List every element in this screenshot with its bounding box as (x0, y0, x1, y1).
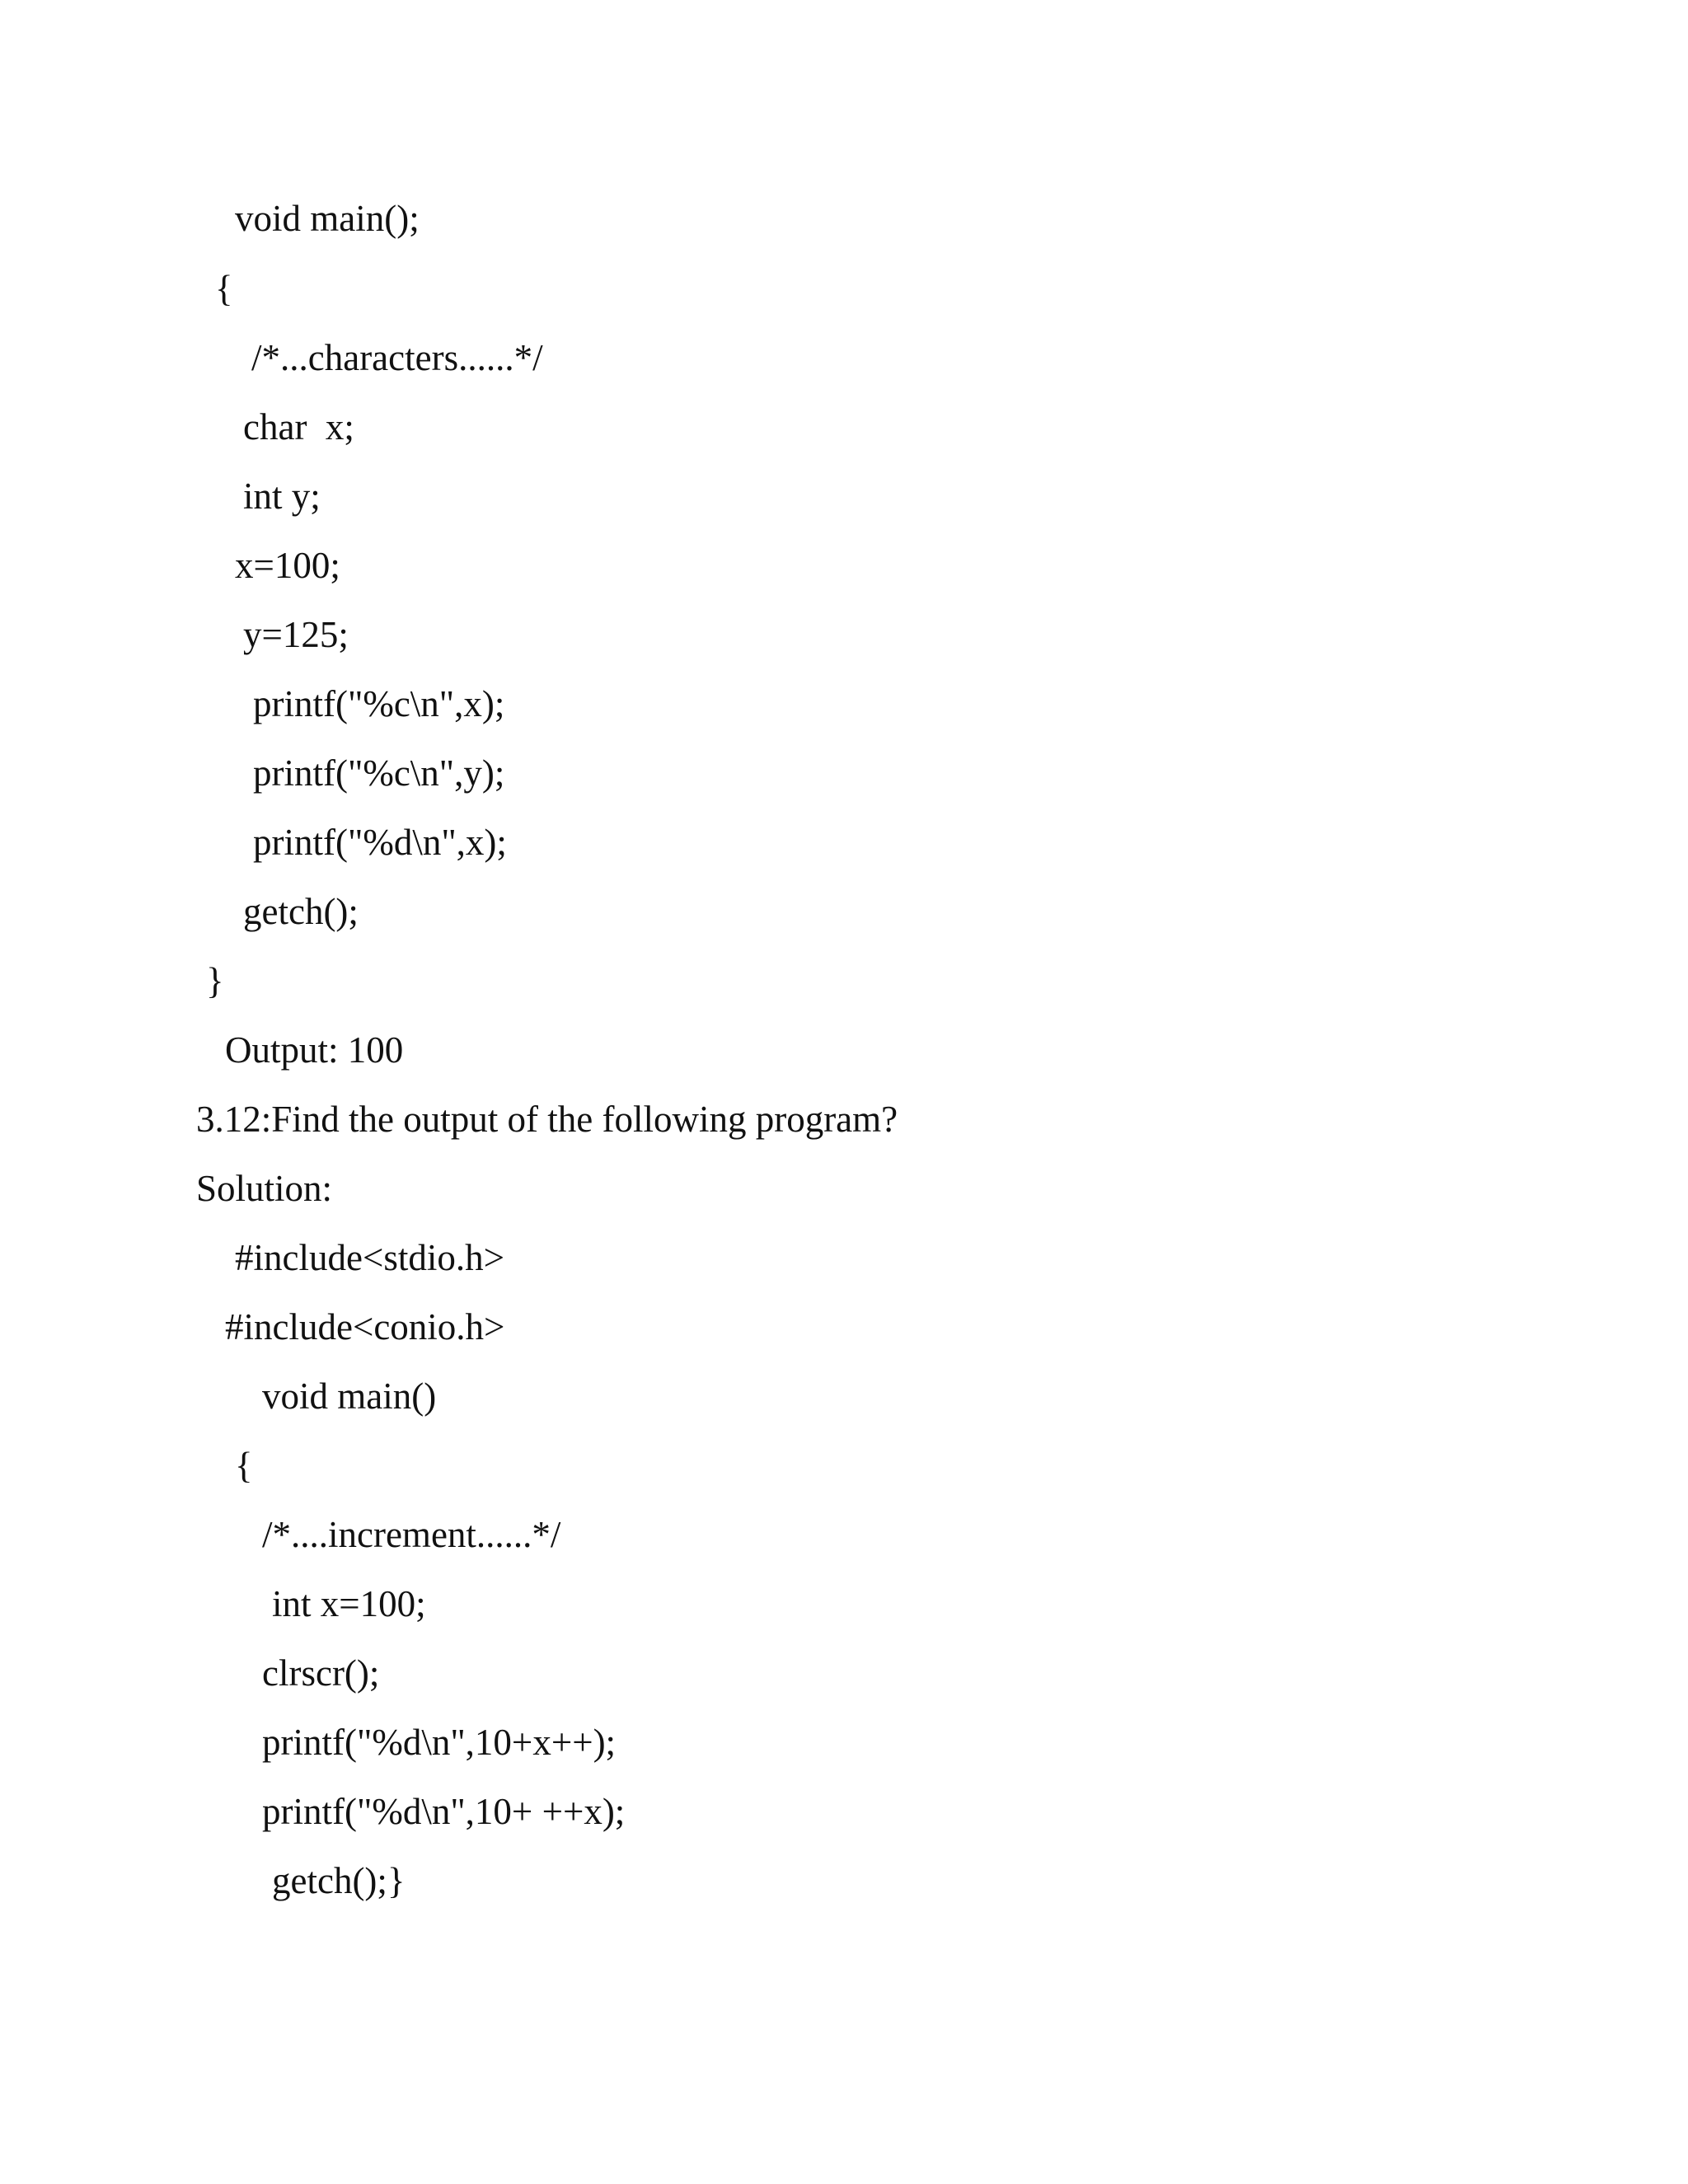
code-line-int-x: int x=100; (272, 1583, 426, 1624)
code-line-char-x: char x; (243, 406, 354, 448)
code-line-x-assign: x=100; (235, 545, 340, 586)
question-heading: 3.12:Find the output of the following program? (196, 1099, 898, 1140)
output-line: Output: 100 (225, 1029, 404, 1071)
code-line-clrscr: clrscr(); (262, 1652, 380, 1694)
code-line-close-brace: } (206, 960, 224, 1001)
code-line-include-stdio: #include<stdio.h> (235, 1237, 504, 1278)
code-line-comment-characters: /*...characters......*/ (251, 337, 543, 378)
solution-label: Solution: (196, 1168, 333, 1209)
code-line-include-conio: #include<conio.h> (225, 1306, 505, 1347)
code-line-printf-c-x: printf("%c\n",x); (253, 683, 505, 724)
code-line-printf-d-x: printf("%d\n",x); (253, 822, 507, 863)
code-line-int-y: int y; (243, 476, 321, 517)
code-line-open-brace: { (215, 268, 233, 309)
code-line-y-assign: y=125; (243, 614, 349, 655)
code-line-printf-pre-increment: printf("%d\n",10+ ++x); (262, 1791, 626, 1832)
code-line-getch: getch(); (243, 891, 359, 932)
code-line-void-main-2: void main() (262, 1376, 437, 1417)
code-line-getch-close: getch();} (272, 1860, 406, 1901)
code-line-open-brace-2: { (235, 1445, 253, 1486)
code-line-comment-increment: /*....increment......*/ (262, 1514, 561, 1555)
code-line-printf-post-increment: printf("%d\n",10+x++); (262, 1722, 617, 1763)
code-line-printf-c-y: printf("%c\n",y); (253, 752, 505, 794)
code-line-void-main: void main(); (235, 198, 420, 239)
